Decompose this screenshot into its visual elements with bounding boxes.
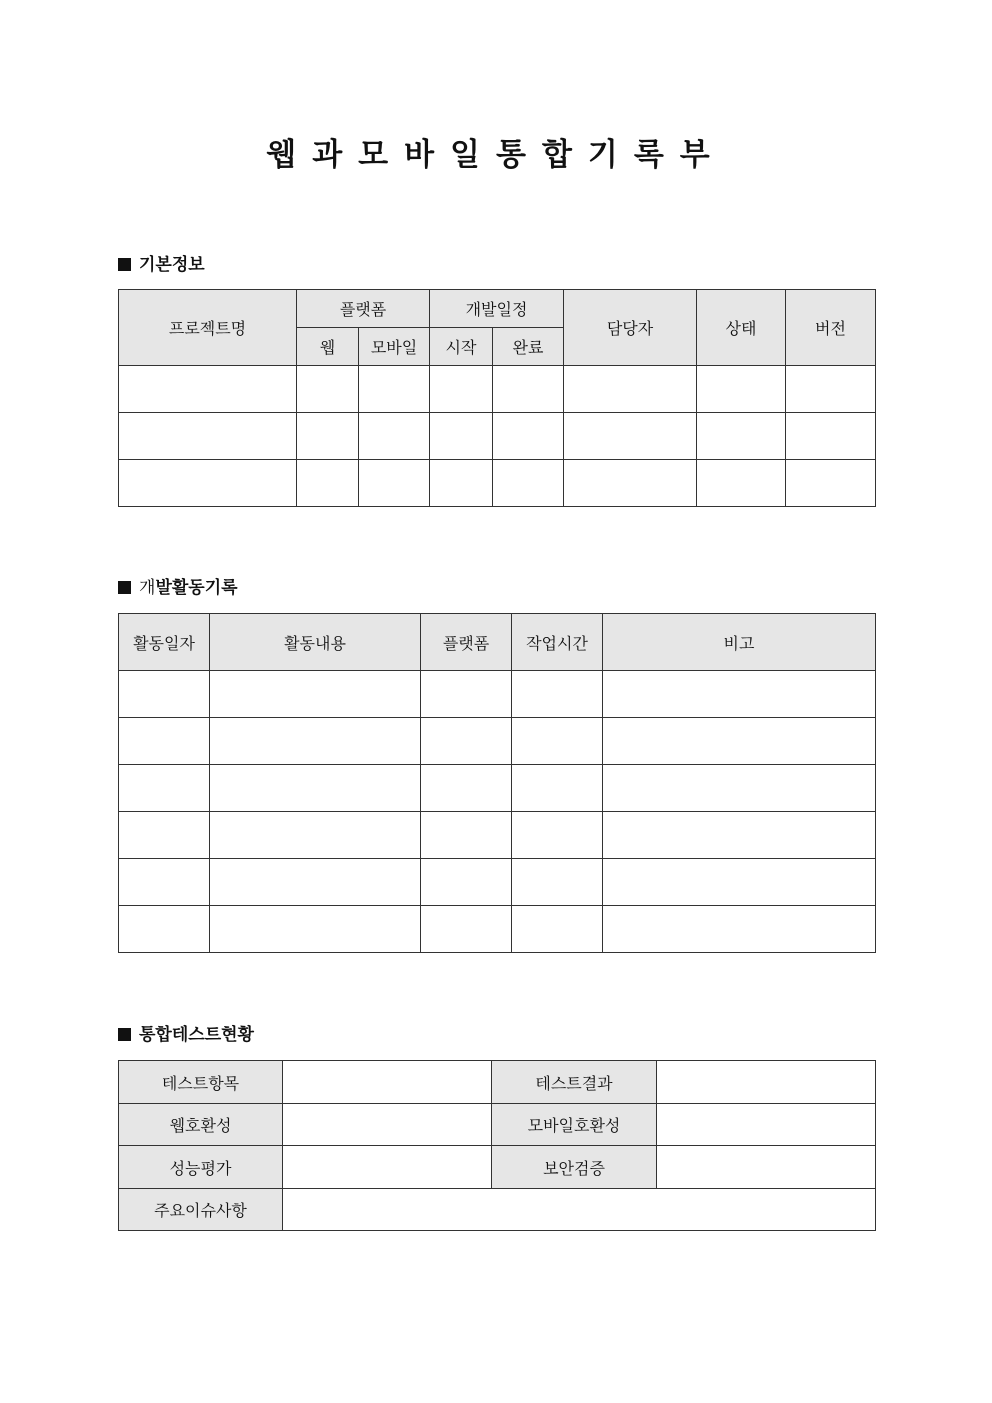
input-cell[interactable] — [430, 366, 493, 413]
header-mobile: 모바일 — [359, 328, 430, 366]
input-cell[interactable] — [564, 366, 697, 413]
square-bullet-icon — [118, 581, 131, 594]
input-cell[interactable] — [430, 460, 493, 507]
header-dev-schedule: 개발일정 — [430, 290, 564, 328]
input-cell[interactable] — [564, 413, 697, 460]
header-web: 웹 — [297, 328, 359, 366]
header-activity-date: 활동일자 — [119, 614, 210, 671]
input-cell[interactable] — [210, 718, 421, 765]
input-cell[interactable] — [493, 413, 564, 460]
input-cell[interactable] — [119, 671, 210, 718]
section-heading-dev-activity — [118, 576, 238, 600]
header-note: 비고 — [603, 614, 876, 671]
label-test-item: 테스트항목 — [119, 1061, 283, 1104]
header-version: 버전 — [786, 290, 876, 366]
section-heading-prefix: 개 — [139, 578, 156, 598]
document-title: 웹과모바일통합기록부 — [266, 137, 726, 173]
table-row — [119, 460, 876, 507]
input-cell[interactable] — [210, 906, 421, 953]
performance-value[interactable] — [283, 1146, 492, 1189]
input-cell[interactable] — [119, 413, 297, 460]
section-heading-integration-test — [118, 1023, 254, 1047]
input-cell[interactable] — [512, 812, 603, 859]
input-cell[interactable] — [359, 460, 430, 507]
section-heading-basic-info — [118, 253, 205, 277]
integration-test-table — [118, 1060, 876, 1231]
label-performance: 성능평가 — [119, 1146, 283, 1189]
key-issues-value[interactable] — [283, 1189, 876, 1231]
input-cell[interactable] — [119, 718, 210, 765]
label-mobile-compat: 모바일호환성 — [492, 1104, 657, 1146]
input-cell[interactable] — [119, 859, 210, 906]
header-manager: 담당자 — [564, 290, 697, 366]
input-cell[interactable] — [421, 812, 512, 859]
input-cell[interactable] — [119, 460, 297, 507]
input-cell[interactable] — [421, 718, 512, 765]
input-cell[interactable] — [210, 671, 421, 718]
header-platform: 플랫폼 — [297, 290, 430, 328]
table-row — [119, 859, 876, 906]
input-cell[interactable] — [297, 413, 359, 460]
input-cell[interactable] — [430, 413, 493, 460]
input-cell[interactable] — [359, 413, 430, 460]
square-bullet-icon — [118, 1028, 131, 1041]
test-result-value[interactable] — [657, 1061, 876, 1104]
table-row — [119, 906, 876, 953]
input-cell[interactable] — [119, 812, 210, 859]
input-cell[interactable] — [297, 460, 359, 507]
input-cell[interactable] — [210, 765, 421, 812]
input-cell[interactable] — [421, 859, 512, 906]
input-cell[interactable] — [603, 812, 876, 859]
mobile-compat-value[interactable] — [657, 1104, 876, 1146]
input-cell[interactable] — [603, 671, 876, 718]
table-row — [119, 812, 876, 859]
table-row — [119, 765, 876, 812]
header-end: 완료 — [493, 328, 564, 366]
web-compat-value[interactable] — [283, 1104, 492, 1146]
input-cell[interactable] — [512, 765, 603, 812]
label-web-compat: 웹호환성 — [119, 1104, 283, 1146]
input-cell[interactable] — [697, 413, 786, 460]
input-cell[interactable] — [603, 859, 876, 906]
dev-activity-table — [118, 613, 876, 953]
header-work-hours: 작업시간 — [512, 614, 603, 671]
input-cell[interactable] — [786, 460, 876, 507]
label-security: 보안검증 — [492, 1146, 657, 1189]
input-cell[interactable] — [493, 460, 564, 507]
input-cell[interactable] — [119, 906, 210, 953]
table-row — [119, 671, 876, 718]
input-cell[interactable] — [210, 859, 421, 906]
input-cell[interactable] — [697, 460, 786, 507]
input-cell[interactable] — [603, 718, 876, 765]
input-cell[interactable] — [512, 718, 603, 765]
section-heading-label: 발활동기록 — [155, 578, 238, 598]
input-cell[interactable] — [512, 671, 603, 718]
input-cell[interactable] — [564, 460, 697, 507]
header-platform: 플랫폼 — [421, 614, 512, 671]
input-cell[interactable] — [119, 366, 297, 413]
label-test-result: 테스트결과 — [492, 1061, 657, 1104]
input-cell[interactable] — [786, 366, 876, 413]
input-cell[interactable] — [512, 906, 603, 953]
header-activity-content: 활동내용 — [210, 614, 421, 671]
table-row — [119, 718, 876, 765]
header-start: 시작 — [430, 328, 493, 366]
input-cell[interactable] — [421, 906, 512, 953]
input-cell[interactable] — [359, 366, 430, 413]
table-row — [119, 413, 876, 460]
label-key-issues: 주요이슈사항 — [119, 1189, 283, 1231]
input-cell[interactable] — [119, 765, 210, 812]
input-cell[interactable] — [421, 671, 512, 718]
test-item-value[interactable] — [283, 1061, 492, 1104]
square-bullet-icon — [118, 258, 131, 271]
input-cell[interactable] — [512, 859, 603, 906]
security-value[interactable] — [657, 1146, 876, 1189]
header-project-name: 프로젝트명 — [119, 290, 297, 366]
input-cell[interactable] — [697, 366, 786, 413]
input-cell[interactable] — [421, 765, 512, 812]
section-heading-label: 통합테스트현황 — [139, 1025, 254, 1045]
section-heading-label: 기본정보 — [139, 255, 205, 275]
input-cell[interactable] — [786, 413, 876, 460]
input-cell[interactable] — [603, 765, 876, 812]
header-status: 상태 — [697, 290, 786, 366]
input-cell[interactable] — [297, 366, 359, 413]
basic-info-table — [118, 289, 876, 507]
input-cell[interactable] — [210, 812, 421, 859]
input-cell[interactable] — [493, 366, 564, 413]
input-cell[interactable] — [603, 906, 876, 953]
table-row — [119, 366, 876, 413]
